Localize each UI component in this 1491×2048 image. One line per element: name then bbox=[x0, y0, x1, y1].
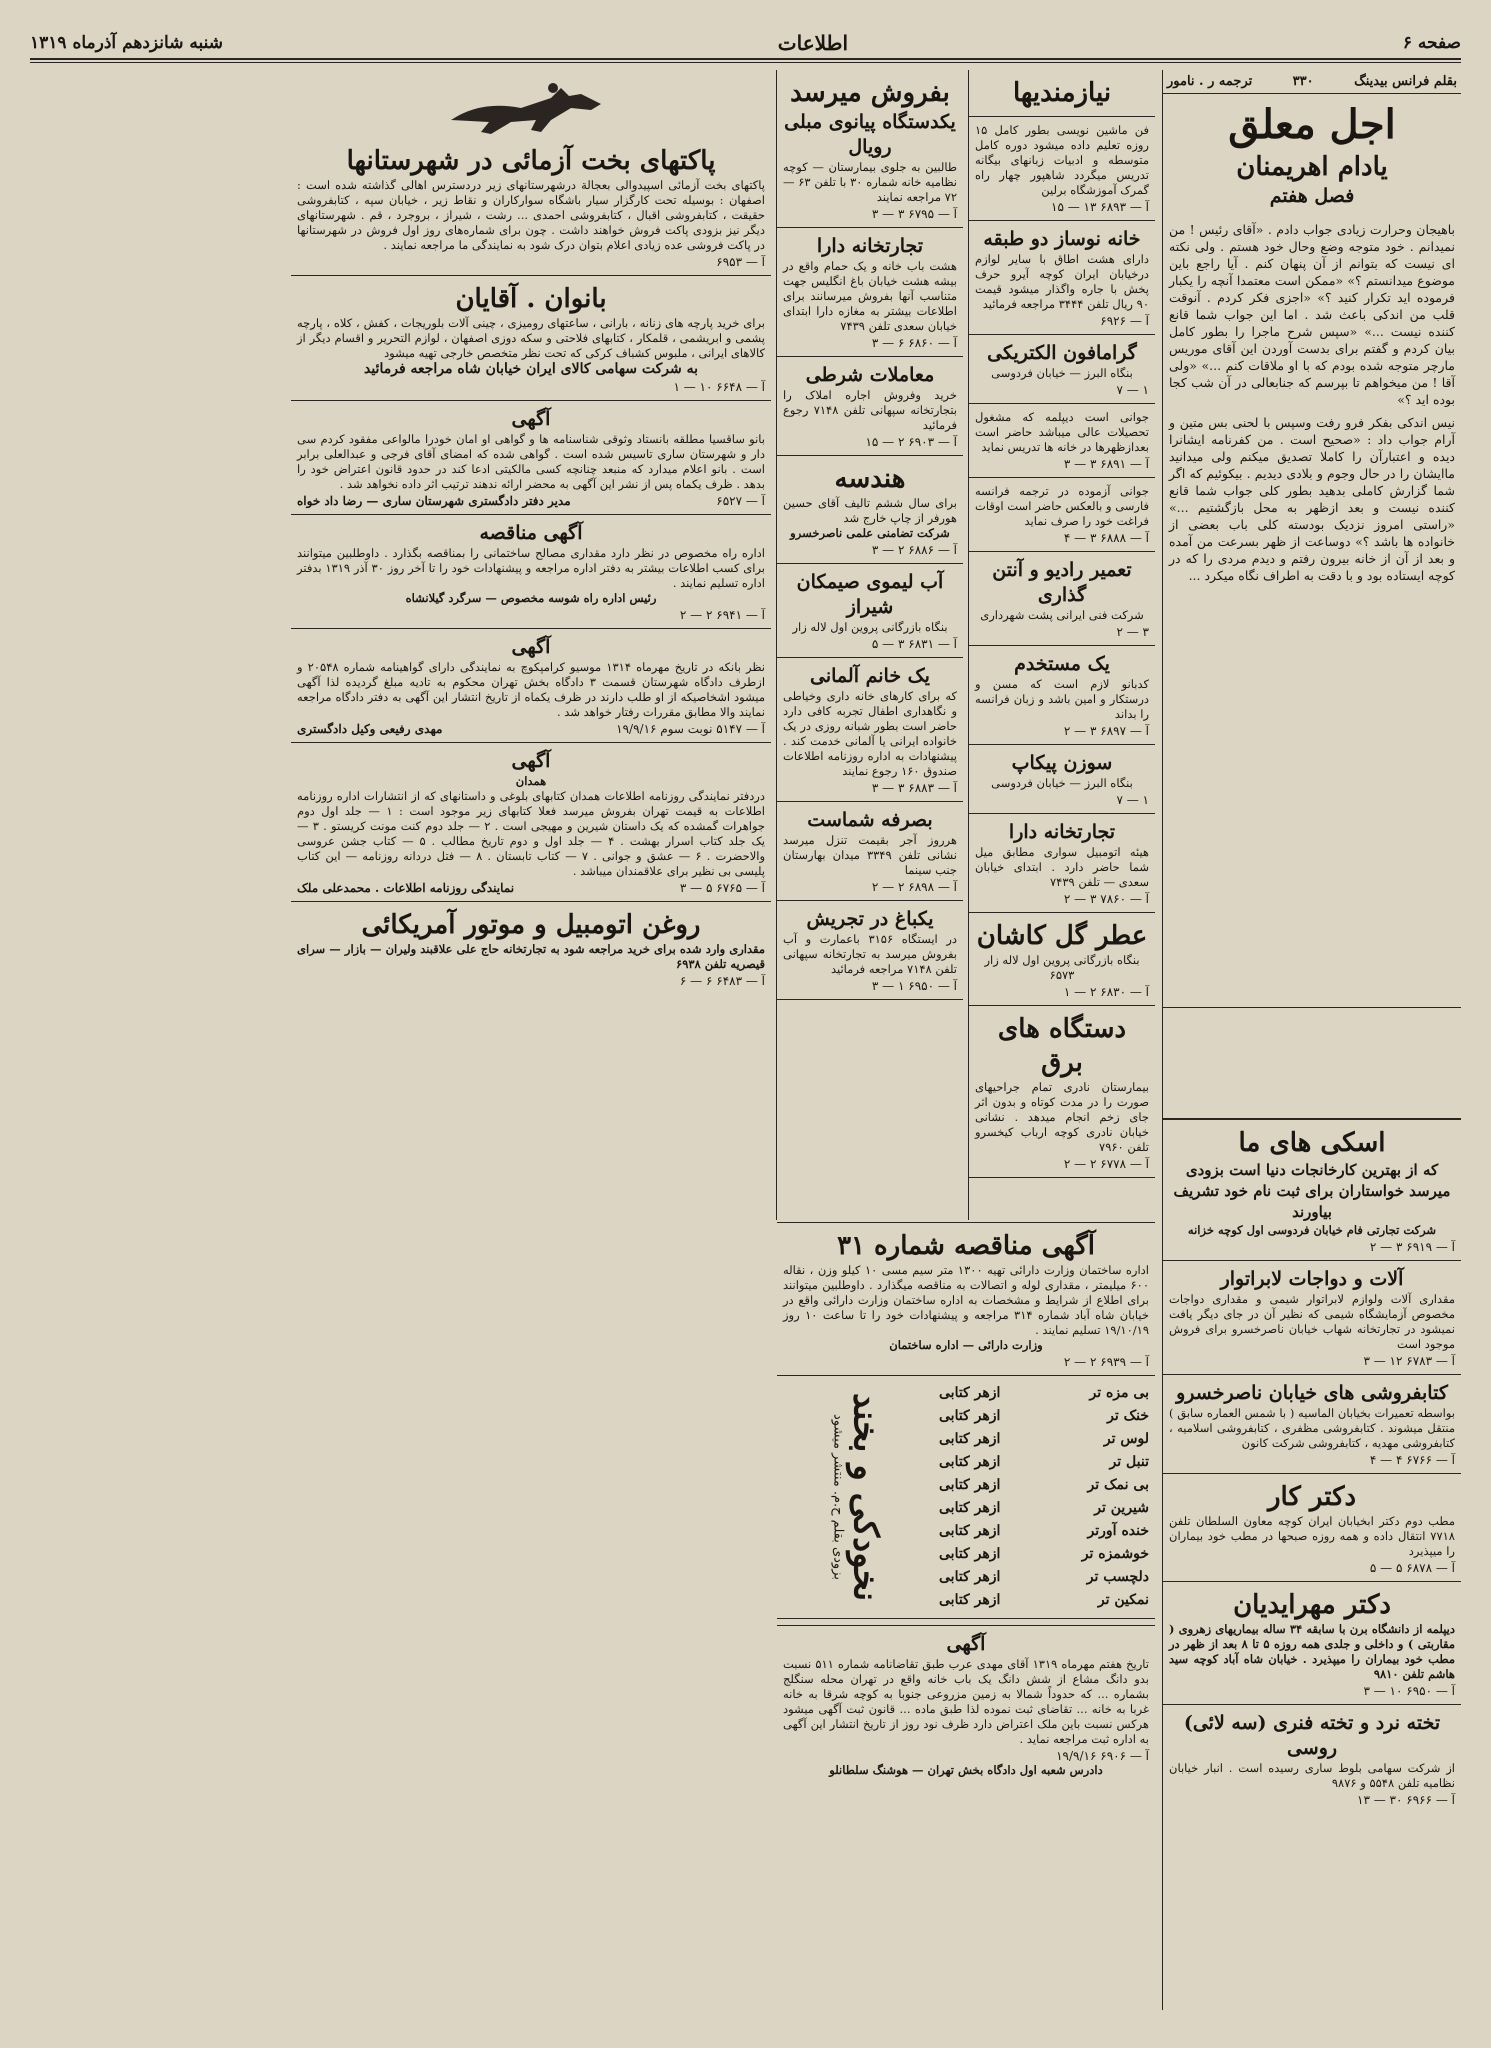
bargh-title: دستگاه های برق bbox=[997, 1014, 1127, 1078]
handase-ad bbox=[777, 456, 963, 564]
ad-code: آ — ۶۹۵۳ bbox=[716, 255, 765, 269]
serial-header bbox=[1163, 94, 1461, 215]
bookstore-title: کتابفروشی های خیابان ناصرخسرو bbox=[1176, 1382, 1448, 1404]
doctor-kar-ad bbox=[1163, 1474, 1461, 1582]
notice-text: نظر بانکه در تاریخ مهرماه ۱۳۱۴ موسیو کرامپکوچ به نمایندگی دارای گواهینامه شماره ۲۰۵۴۸ و ازطرف دادگاه شهرستان قسمت ۳ دادگاه بخش تهران محکوم به تادیه مبلغ گردیده لذا آگهی میشود اشخاصیکه از او طلب دارند در ظرف یکماه از تاریخ انتشار این آگهی به دفتر دادگاه مراجعه نمایند والا مطابق مقررات رفتار خواهد شد . bbox=[297, 660, 766, 719]
bargh-ad bbox=[969, 1006, 1155, 1178]
bosrfe-ad bbox=[777, 802, 963, 901]
limu-ad bbox=[777, 564, 963, 658]
doctor-kar-title: دکتر کار bbox=[1267, 1482, 1357, 1512]
nyaz-item bbox=[969, 745, 1155, 814]
nyaz-item bbox=[969, 335, 1155, 404]
middle-lower bbox=[777, 1222, 1155, 1623]
shart-text: خرید وفروش اجاره املاک را بتجارتخانه سپهانی تلفن ۷۱۴۸ رجوع فرمائید bbox=[783, 388, 957, 432]
notice-3 bbox=[291, 743, 771, 902]
list-item: نمکین تر ازهر کتابی bbox=[939, 1592, 1149, 1608]
ad-code: آ — ۶۸۸۳ ۳ — ۳ bbox=[871, 781, 957, 795]
column-ads-middle bbox=[776, 70, 963, 1220]
nyaz-item bbox=[969, 478, 1155, 552]
nyaz-item-title: گرامافون الکتریکی bbox=[987, 342, 1137, 364]
bargh-text: بیمارستان نادری تمام جراحیهای صورت را در مدت کوتاه و بدون اثر جای زخم انجام میدهد . نشانی خیابان نادری کوچه ارباب کیخسرو تلفن ۷۹۶۰ bbox=[975, 1080, 1149, 1154]
nyaz-item-title: تعمیر رادیو و آنتن گذاری bbox=[992, 559, 1132, 606]
notice-signature: نمایندگی روزنامه اطلاعات . محمدعلی ملک bbox=[297, 881, 515, 895]
sale-ad bbox=[777, 70, 963, 228]
notice-title: آگهی bbox=[946, 1633, 986, 1655]
nyaz-item bbox=[969, 404, 1155, 478]
notice-title: آگهی bbox=[511, 636, 551, 658]
nyaz-item-text: دارای هشت اطاق با سایر لوازم درخیابان ایران کوچه آیرو حرف پخش با جاره واگذار میشود قیمت ۹۰ ریال تلفن ۳۴۴۴ مراجعه فرمائید bbox=[975, 252, 1149, 311]
nyaz-item bbox=[969, 552, 1155, 646]
banovan-text: برای خرید پارچه های زنانه ، بارانی ، ساعتهای رومیزی ، چینی آلات بلوریجات ، کفش ، کلاه ، پارچه پشمی و ابریشمی ، قلمکار ، کتابهای فلاحتی و سکه دوزی اصفهان ، لوازم التحریر و اقسام دیگر از کالاهای ایرانی ، ملبوس کشباف کرکی که تحت نظر متخصص خارجی تهیه میشود bbox=[297, 316, 765, 360]
nyaz-item-title: سوزن پیکاپ bbox=[1011, 752, 1113, 774]
nyaz-item-text: کدبانو لازم است که مسن و درستکار و امین باشد و زبان فرانسه را بداند bbox=[975, 677, 1149, 721]
nyaz-item-text: جوانی آزموده در ترجمه فرانسه فارسی و بالعکس حاضر است اوقات فراغت خود را صرف نماید bbox=[975, 484, 1149, 528]
notice-signature: مدیر دفتر دادگستری شهرستان ساری — رضا داد خواه bbox=[297, 494, 571, 508]
list-item: خوشمزه تر ازهر کتابی bbox=[939, 1546, 1149, 1562]
ad-code: آ — ۶۸۳۰ ۲ — ۱ bbox=[1063, 985, 1149, 999]
nyaz-item-title: تجارتخانه دارا bbox=[1008, 821, 1116, 843]
serial-translator: ترجمه ر . نامور bbox=[1167, 74, 1253, 89]
ad-code: آ — ۶۹۰۳ ۲ — ۱۵ bbox=[865, 435, 957, 449]
ad-code: آ — ۶۸۸۸ ۳ — ۴ bbox=[1063, 531, 1149, 545]
ad-code: آ — ۶۸۹۱ ۳ — ۳ bbox=[1063, 457, 1149, 471]
nyaz-item-title: خانه نوساز دو طبقه bbox=[983, 228, 1141, 250]
sale-text: طالبین به جلوی بیمارستان — کوچه نظامیه خانه شماره ۳۰ با تلفن ۶۳ — ۷۲ مراجعه نمایند bbox=[783, 160, 957, 204]
doctor-kar-text: مطب دوم دکتر ابخیابان ایران کوچه معاون السلطان تلفن ۷۷۱۸ انتقال داده و همه روزه صبحها در مطب خود بیماران را میپذیرد bbox=[1169, 1514, 1455, 1558]
list-item: تنبل تر ازهر کتابی bbox=[939, 1454, 1149, 1470]
notice-signature: دادرس شعبه اول دادگاه بخش تهران — هوشنگ سلطانلو bbox=[829, 1763, 1103, 1777]
horse-rider-icon bbox=[431, 80, 631, 140]
banovan-company: به شرکت سهامی کالای ایران خیابان شاه مراجعه فرمائید bbox=[363, 361, 699, 377]
doctor-mehr-ad bbox=[1163, 1582, 1461, 1705]
ad-code: آ — ۶۸۶۰ ۶ — ۳ bbox=[871, 336, 957, 350]
baghi-ad bbox=[291, 70, 771, 276]
khanom-text: که برای کارهای خانه داری وخیاطی و نگاهداری اطفال تجربه کافی دارد حاضر است بطور شبانه روزی در یک خانواده ایرانی یا آلمانی خدمت کند . پیشنهادات به اداره روزنامه اطلاعات صندوق ۱۶۰ رجوع نمایند bbox=[783, 689, 957, 778]
ad-code: آ — ۵۱۴۷ نوبت سوم ۱۹/۹/۱۶ bbox=[616, 722, 765, 736]
serial-text-left: نیس اندکی بفکر فرو رفت وسپس با لحنی بس متین و آرام جواب داد : «صحیح است . من کفرنامه ایشانرا دیده و اعتبارآن را کاملا تصدیق میکنم ولی میدانید ماایشان را در حال وجوم و بلادی دیدیم . بیکوئیم که اگر شما گزارش کاملی بدهید بطور کلی جواب شما قانع کننده نیست و بعد ازظهر به محل بازگشتیم ...» «راستی امروز نزدیک بودسته کلی باب بعضی از خانواده ها باشد ؟» دوساعت از ظهر بسرعت من آمده و بعد از آن از خانه بیرون رفتم و دیدم مردی را که در کوچه ایستاده بود و با دقت به اطراف نگاه میکرد ... bbox=[1169, 415, 1455, 583]
doctor-mehr-text: دیپلمه از دانشگاه برن با سابقه ۳۴ ساله بیماریهای زهروی ( مقاربتی ) و داخلی و جلدی همه روزه ۵ تا ۸ بعد از ظهر در مطب خود بیماران را میپذیرد . خیابان شاه آباد کوچه سید هاشم تلفن ۹۸۱۰ bbox=[1169, 1622, 1456, 1681]
ski-address: شرکت تجارتی فام خیابان فردوسی اول کوچه خزانه bbox=[1187, 1223, 1437, 1237]
list-item: بی مزه تر ازهر کتابی bbox=[939, 1385, 1149, 1401]
tender31-title: آگهی مناقصه شماره ۳۱ bbox=[837, 1231, 1095, 1261]
limu-text: بنگاه بازرگانی پروین اول لاله زار bbox=[792, 620, 948, 634]
bookstore-ad bbox=[1163, 1375, 1461, 1474]
ad-code: آ — ۶۵۲۷ bbox=[716, 494, 765, 508]
notice-text: بانو ساقسیا مطلقه بانستاد وثوقی شناسنامه ها و گواهی او امان خودرا مالواعی مفقود کردم سی دار و شهرستان ساری تاسیس شده است . گواهی شده که امضای آقای فرجی و عبدالعلی برابر است . بانو اعلام میدارد که منبعد چنانچه کسی مالکیتی ادعا کند در حدود قانون اعتراض خود را بدهد . ظرف یکماه پس از نشر این آگهی به محضر ارائه ندهند ترتیب اثر داده نخواهد شد . bbox=[297, 432, 765, 491]
khanom-ad bbox=[777, 658, 963, 802]
ad-code: آ — ۶۹۳۹ ۲ — ۲ bbox=[1063, 1355, 1149, 1369]
ad-code: آ — ۶۸۳۱ ۳ — ۵ bbox=[871, 637, 957, 651]
paper-name: اطلاعات bbox=[777, 31, 849, 55]
notice-signature: مهدی رفیعی وکیل دادگستری bbox=[297, 722, 443, 736]
dara-title: تجارتخانه دارا bbox=[816, 235, 924, 257]
azhar-ad bbox=[777, 1376, 1155, 1619]
notice-title: آگهی bbox=[511, 408, 551, 430]
ad-code: آ — ۶۹۱۹ ۳ — ۲ bbox=[1369, 1240, 1455, 1254]
ad-code: آ — ۶۷۹۵ ۳ — ۳ bbox=[871, 207, 957, 221]
notice-4 bbox=[777, 1625, 1155, 2021]
notice-place: همدان bbox=[515, 774, 547, 788]
ad-code: آ — ۶۸۹۳ ۱۳ — ۱۵ bbox=[1051, 200, 1149, 214]
doctor-mehr-title: دکتر مهرایدیان bbox=[1233, 1590, 1391, 1620]
nyaz-item-text: بنگاه البرز — خیابان فردوسی bbox=[991, 776, 1133, 790]
serial-number: ۳۳۰ bbox=[1292, 74, 1314, 89]
nyaz-item-title: یک مستخدم bbox=[1014, 653, 1110, 675]
tajrish-text: در ایستگاه ۳۱۵۶ باعمارت و آب بفروش میرسد به تجارتخانه سپهانی تلفن ۷۱۴۸ مراجعه فرمائید bbox=[783, 932, 958, 976]
ad-code: آ — ۶۸۹۷ ۳ — ۲ bbox=[1063, 724, 1149, 738]
list-item: لوس تر ازهر کتابی bbox=[939, 1431, 1149, 1447]
ad-code: آ — ۶۷۷۸ ۲ — ۲ bbox=[1063, 1157, 1149, 1171]
ad-code: آ — ۶۸۹۸ ۲ — ۲ bbox=[871, 880, 957, 894]
ad-code: آ — ۷۸۶۰ ۳ — ۲ bbox=[1063, 892, 1149, 906]
ad-code: آ — ۶۷۶۵ ۵ — ۳ bbox=[679, 881, 765, 895]
baghi-title: پاکتهای بخت آزمائی در شهرستانها bbox=[346, 146, 716, 176]
ad-code: آ — ۶۹۶۶ ۳۰ — ۱۳ bbox=[1357, 1793, 1455, 1807]
serial-author: بقلم فرانس بیدینگ bbox=[1354, 74, 1457, 89]
attar-text: بنگاه بازرگانی پروین اول لاله زار ۶۵۷۳ bbox=[984, 953, 1140, 982]
ski-ad bbox=[1163, 1120, 1461, 1261]
masthead bbox=[30, 28, 1461, 60]
attar-title: عطر گل کاشان bbox=[976, 921, 1148, 951]
bookstore-text: بواسطه تعمیرات بخیابان الماسیه ( با شمس العماره سابق ) منتقل میشوند . کتابفروشی مظفری ، کتابفروشی اسلامیه ، کتابفروشی مهدیه ، کتابفروشی شرکت کانون bbox=[1169, 1406, 1455, 1450]
notice-text: دردفتر نمایندگی روزنامه اطلاعات همدان کتابهای بلوغی و داستانهای که از انتشارات اداره روزنامه اطلاعات به قیمت تهران بفروش میرسد فعلا کتابهای زیر موجود است : ۱ — جلد اول دوم جواهرات گمشده که یک داستان شیرین و مهیجی است . ۲ — جلد دوم کنت مونت کریستو . ۳ — یک جلد کتاب اسرار بهشت . ۴ — جلد اول و دوم تاریخ مطالب . ۵ — کتاب جشن عروسی والاحضرت . ۶ — عشق و جوانی . ۷ — کتاب تابستان . ۸ — فتل دردانه روزنامه — این کتاب پلیسی بی نظیر برای علاقمندان میباشد . bbox=[297, 789, 766, 878]
sale-title: بفروش میرسد bbox=[790, 78, 950, 108]
ad-code: آ — ۶۹۵۰ ۱ — ۳ bbox=[871, 979, 957, 993]
shart-title: معاملات شرطی bbox=[805, 364, 935, 386]
nyaz-header bbox=[969, 70, 1155, 117]
list-item: بی نمک تر ازهر کتابی bbox=[939, 1477, 1149, 1493]
tender31-signature: وزارت دارائی — اداره ساختمان bbox=[889, 1338, 1043, 1352]
ski-title: اسکی های ما bbox=[1238, 1128, 1386, 1158]
nyaz-item bbox=[969, 117, 1155, 221]
ad-code: آ — ۶۹۰۶ ۱۹/۹/۱۶ bbox=[1056, 1749, 1149, 1763]
oil-title: روغن اتومبیل و موتور آمریکائی bbox=[361, 910, 701, 940]
serial-chapter: فصل هفتم bbox=[1269, 185, 1355, 207]
bosrfe-title: بصرفه شماست bbox=[807, 809, 933, 831]
sale-subtitle: یکدستگاه پیانوی مبلی رویال bbox=[784, 111, 956, 158]
nyaz-item bbox=[969, 646, 1155, 745]
lab-title: آلات و دواجات لابراتوار bbox=[1220, 1268, 1404, 1290]
notice-2 bbox=[291, 629, 771, 743]
lab-ad bbox=[1163, 1261, 1461, 1375]
tender-31 bbox=[777, 1223, 1155, 1376]
handase-publisher: شرکت تضامنی علمی ناصرخسرو bbox=[790, 526, 950, 540]
ad-code: آ — ۶۶۴۸ ۱۰ — ۱ bbox=[673, 380, 765, 394]
azhar-subtitle: بزودی بقلم ح.م. منتشر میشود bbox=[830, 1414, 846, 1580]
list-item: دلچسب تر ازهر کتابی bbox=[939, 1569, 1149, 1585]
list-item: شیرین تر ازهر کتابی bbox=[939, 1500, 1149, 1516]
ad-code: ۳ — ۲ bbox=[1116, 625, 1149, 639]
serial-byline bbox=[1163, 70, 1461, 94]
page-number: صفحه ۶ bbox=[1402, 33, 1461, 53]
serial-body bbox=[1163, 215, 1461, 1008]
limu-title: آب لیموی صیمکان شیراز bbox=[796, 571, 944, 618]
list-item: خنده آورتر ازهر کتابی bbox=[939, 1523, 1149, 1539]
tender31-text: اداره ساختمان وزارت دارائی تهیه ۱۳۰۰ متر سیم مسی ۱۰ کیلو وزن ، نقاله ۶۰۰ میلیمتر ، مقداری لوله و اتصالات به مناقصه میگذارد . داوطلبین میتوانند برای اطلاع از شرایط و مشخصات به اداره ساختمان وزارت دارائی واقع در خیابان شاه آباد شماره ۳۱۴ مراجعه و پیشنهادات خود را تا ساعت ۱۰ روز ۱۹/۱۰/۱۹ تسلیم نمایند . bbox=[783, 1263, 1149, 1337]
serial-subtitle: یادام اهریمنان bbox=[1236, 152, 1388, 182]
tajrish-title: یکباغ در تجریش bbox=[806, 908, 934, 930]
khanom-title: یک خانم آلمانی bbox=[810, 665, 930, 687]
nyaz-item bbox=[969, 814, 1155, 913]
nyaz-item bbox=[969, 221, 1155, 335]
nyaz-item-text: بنگاه البرز — خیابان فردوسی bbox=[991, 366, 1133, 380]
ad-code: آ — ۶۹۲۶ bbox=[1100, 314, 1149, 328]
ad-code: آ — ۶۷۸۳ ۱۲ — ۳ bbox=[1363, 1354, 1455, 1368]
board-ad bbox=[1163, 1705, 1461, 1813]
nyaz-item-text: هیئه اتومبیل سواری مطابق میل شما حاضر دارد . ابتدای خیابان سعدی — تلفن ۷۴۳۹ bbox=[975, 845, 1149, 889]
azhar-vertical-title bbox=[783, 1382, 933, 1612]
nyaz-item-text: جوانی است دیپلمه که مشغول تحصیلات عالی میباشد حاضر است بعدازظهرها در خانه ها تدریس نماید bbox=[975, 410, 1149, 454]
right-lower bbox=[1163, 1118, 1461, 2020]
serial-title: اجل معلق bbox=[1228, 101, 1396, 148]
oil-text: مقداری وارد شده برای خرید مراجعه شود به تجارتخانه حاج علی علاقبند ولیران — بازار — سرای قیصریه تلفن ۶۹۳۸ bbox=[297, 942, 765, 971]
shart-ad bbox=[777, 357, 963, 456]
notice-1 bbox=[291, 401, 771, 515]
dara-ad bbox=[777, 228, 963, 357]
ad-code: آ — ۶۹۴۱ ۲ — ۲ bbox=[679, 608, 765, 622]
tajrish-ad bbox=[777, 901, 963, 1000]
issue-date: شنبه شانزدهم آذرماه ۱۳۱۹ bbox=[30, 33, 223, 53]
tender-text: اداره راه مخصوص در نظر دارد مقداری مصالح ساختمانی را بمناقصه بگذارد . داوطلبین میتوانند برای کسب اطلاعات بیشتر به دفتر اداره مراجعه و پیشنهادات خود را تا آخر روز ۳۰ آذر ۱۳۱۹ بدفتر اداره تسلیم نمایند . bbox=[297, 546, 765, 590]
nyaz-title: نیازمندیها bbox=[1012, 78, 1112, 108]
handase-title: هندسه bbox=[834, 464, 906, 494]
handase-text: برای سال ششم تالیف آقای حسین هورفر از چاپ خارج شد bbox=[783, 496, 957, 525]
attar-ad bbox=[969, 913, 1155, 1006]
board-title: تخته نرد و تخته فنری (سه لائی) روسی bbox=[1183, 1712, 1441, 1759]
nyaz-item-text: شرکت فنی ایرانی پشت شهرداری bbox=[980, 608, 1144, 622]
ad-code: ۱ — ۷ bbox=[1116, 383, 1149, 397]
ad-code: آ — ۶۹۵۰ ۱۰ — ۳ bbox=[1363, 1684, 1455, 1698]
lab-text: مقداری آلات ولوازم لابراتوار شیمی و مقداری دواجات مخصوص آزمایشگاه شیمی که نظیر آن در جای دیگر یافت نمیشود در تجارتخانه شهاب خیابان ناصرخسرو برای فروش موجود است bbox=[1169, 1292, 1455, 1351]
banovan-title: بانوان . آقایان bbox=[455, 284, 607, 314]
tender-notice bbox=[291, 515, 771, 629]
oil-ad bbox=[291, 902, 771, 994]
notice-title: آگهی bbox=[511, 750, 551, 772]
masthead-rule bbox=[30, 62, 1461, 63]
tender-title: آگهی مناقصه bbox=[479, 522, 583, 544]
ad-code: ۱ — ۷ bbox=[1116, 793, 1149, 807]
azhar-list bbox=[939, 1382, 1149, 1612]
bosrfe-text: هرروز آجر بقیمت تنزل میرسد نشانی تلفن ۳۳۴۹ میدان بهارستان جنب سینما bbox=[783, 833, 957, 877]
board-text: از شرکت سهامی بلوط ساری رسیده است . انبار خیابان نظامیه تلفن ۵۵۴۸ و ۹۸۷۶ bbox=[1169, 1761, 1455, 1790]
azhar-title: نخودکی و بخند bbox=[845, 1392, 886, 1602]
banovan-ad bbox=[291, 276, 771, 401]
notice-text: تاریخ هفتم مهرماه ۱۳۱۹ آقای مهدی عرب طبق تقاضانامه شماره ۵۱۱ نسبت بدو دانگ مشاع از شش دانگ یک باب خانه واقع در تهران محله سنگلج بشماره ... که حدوداً شمالا به زمین مزروعی جنوبا به کوچه شرقا به خانه غربا به خانه ... تقاضای ثبت نموده لذا طبق ماده ... قانون ثبت آگهی میشود هرکس نسبت باین ملک اعتراض دارد ظرف نود روز از تاریخ انتشار این آگهی به اداره ثبت مراجعه نماید . bbox=[783, 1657, 1149, 1746]
column-left bbox=[291, 70, 771, 2020]
ad-code: آ — ۶۷۶۶ ۴ — ۴ bbox=[1369, 1453, 1455, 1467]
nyaz-item-text: فن ماشین نویسی بطور کامل ۱۵ روزه تعلیم داده میشود دوره کامل متوسطه و ادبیات زبانهای بیگانه تدریس میگردد شاهپور چهار راه گمرک آموزشگاه برلین bbox=[975, 123, 1149, 197]
ad-code: آ — ۶۸۸۶ ۲ — ۳ bbox=[871, 543, 957, 557]
dara-text: هشت باب خانه و یک حمام واقع در بیشه هشت خیابان باغ انگلیس جهت متناسب آنها بفروش میرسانند برای اطلاعات بیشتر به مغازه دارا ابتدای خیابان سعدی تلفن ۷۴۳۹ bbox=[783, 259, 957, 333]
ski-text: که از بهترین کارخانجات دنیا است بزودی میرسد خواستاران برای ثبت نام خود تشریف بیاورند bbox=[1173, 1161, 1451, 1221]
ad-code: آ — ۶۴۸۳ ۶ — ۶ bbox=[679, 974, 765, 988]
ad-code: آ — ۶۸۷۸ ۵ — ۵ bbox=[1369, 1561, 1455, 1575]
tender-signature: رئیس اداره راه شوسه مخصوص — سرگرد گیلانشاه bbox=[405, 591, 657, 605]
list-item: خنک تر ازهر کتابی bbox=[939, 1408, 1149, 1424]
serial-text-right: باهیجان وحرارت زیادی جواب دادم . «آقای رئیس ! من نمیدانم . خود متوجه وضع وحال خود هستم . ولی نکته ای نیست که بتوانم از آن پنهان کنم . آیا راجع باین موضوع میدانستم ؟» «ممکن است معتمدا آنچه را یکبار فرموده اید تکرار کنید ؟» «اجزی فکر کردم . آنوقت قلب من اندکی باعث شد . اما این جواب شما قانع کننده نیست ...» «سپس شرح ماجرا را بطور کامل بیان کردم و گفتم برای بدست آوردن این آقای موریس مارچر متوجه شده بودم که با او ملاقات کنم ...» «ولی آقا ! من میخواهم تا بپرسم که جنابعالی در آن شب کجا بوده اید ؟» bbox=[1169, 222, 1455, 407]
baghi-text: پاکتهای بخت آزمائی اسپیدوالی بعجالة درشهرستانهای زیر دردسترس اهالی گذاشته شده است : اصفهان : بوسیله تحت کارگزار سیار باشگاه سوارکاران و نقاط زیر ، خیابان سپه ، کتابفروشی حقیقت ، کتابفروشی اقبال ، کتابفروشی احمدی ... رشت ، شیراز ، بروجرد ، قم . شهرستانهای دیگر نیز بزودی پاکت فروش خواهند داشت . چون برای شماره‌های روز اول فروش در شهرستانها در پاکت فروشی عده زیادی اعلام بتوان درک شود به نمایندگی ما مراجعه نمایند . bbox=[297, 178, 765, 252]
column-nyazmandiha bbox=[968, 70, 1155, 1220]
